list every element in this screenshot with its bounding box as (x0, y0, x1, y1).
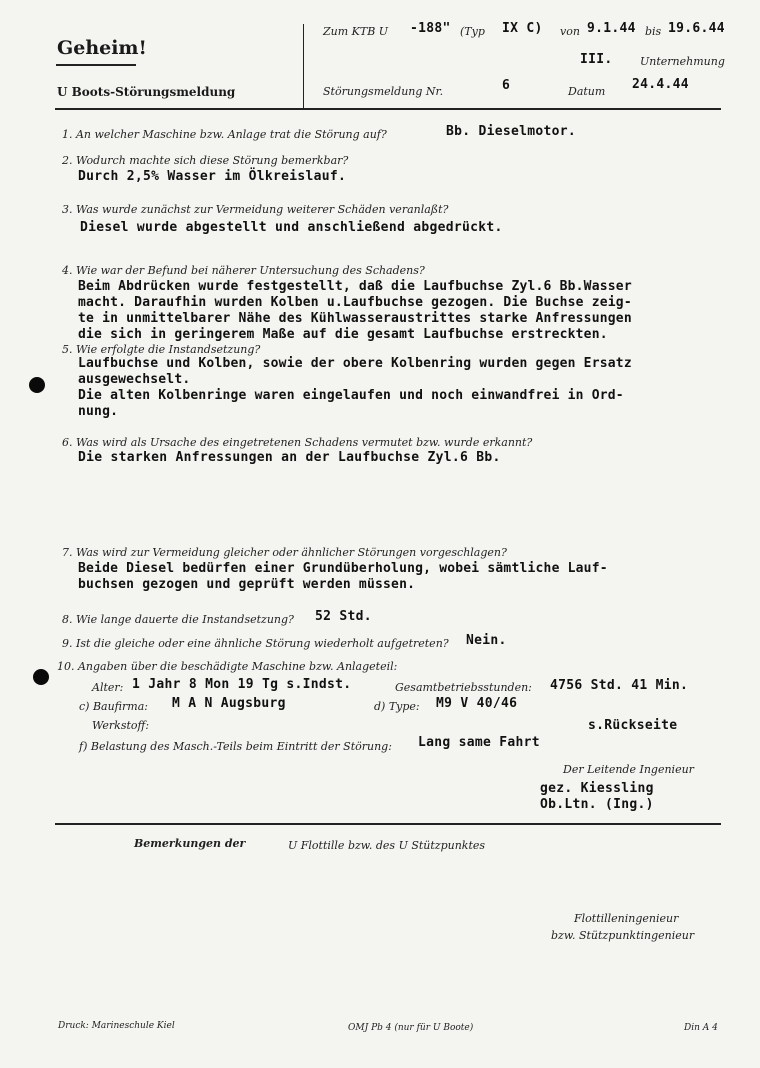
type-detail-value: M9 V 40/46 (436, 696, 518, 711)
form-name: U Boots-Störungsmeldung (57, 85, 236, 99)
von-label: von (560, 25, 580, 38)
footer-printer: Druck: Marineschule Kiel (58, 1021, 175, 1031)
belastung-value: Lang same Fahrt (418, 735, 540, 750)
report-number: 6 (502, 78, 511, 93)
date-from: 9.1.44 (587, 21, 636, 36)
title-underline (56, 64, 136, 66)
question-4-label: 4. Wie war der Befund bei näherer Untersuchung des Schadens? (62, 264, 425, 277)
alter-label: Alter: (92, 681, 124, 694)
bis-label: bis (645, 25, 662, 38)
ktb-boat: -188" (410, 21, 451, 36)
werkstoff-label: Werkstoff: (92, 719, 150, 732)
type-detail-label: d) Type: (374, 700, 420, 713)
question-9-label: 9. Ist die gleiche oder eine ähnliche Störung wiederholt aufgetreten? (62, 637, 449, 650)
unternehmung-number: III. (580, 52, 613, 67)
question-3-label: 3. Was wurde zunächst zur Vermeidung weiterer Schäden veranlaßt? (62, 203, 449, 216)
footer-form-code: OMJ Pb 4 (nur für U Boote) (348, 1023, 474, 1033)
question-1-label: 1. An welcher Maschine bzw. Anlage trat die Störung auf? (62, 128, 387, 141)
question-8-answer: 52 Std. (315, 609, 372, 624)
alter-value: 1 Jahr 8 Mon 19 Tg s.Indst. (132, 677, 352, 692)
baufirma-value: M A N Augsburg (172, 696, 286, 711)
header-bottom-rule (55, 108, 721, 110)
gesamt-label: Gesamtbetriebsstunden: (395, 681, 532, 694)
footer-size: Din A 4 (684, 1023, 718, 1033)
question-9-answer: Nein. (466, 633, 507, 648)
signature-name: gez. Kiessling (540, 781, 654, 796)
punch-hole-lower (33, 669, 49, 685)
date-to: 19.6.44 (668, 21, 725, 36)
question-1-answer: Bb. Dieselmotor. (446, 124, 577, 139)
baufirma-label: c) Baufirma: (79, 700, 148, 713)
remarks-label-right: U Flottille bzw. des U Stützpunktes (288, 839, 486, 852)
question-5-answer: Laufbuchse und Kolben, sowie der obere Kolbenring wurden gegen Ersatz ausgewechselt. Die alten Kolbenringe waren eingelaufen und noch einwandfrei in Ord- nung. (78, 356, 632, 419)
signature-role: Der Leitende Ingenieur (563, 763, 694, 776)
punch-hole-upper (29, 377, 45, 393)
question-7-answer: Beide Diesel bedürfen einer Grundüberholung, wobei sämtliche Lauf- buchsen gezogen und geprüft werden müssen. (78, 561, 608, 592)
remarks-signature-line1: Flottilleningenieur (574, 912, 679, 925)
signature-rank: Ob.Ltn. (Ing.) (540, 797, 654, 812)
ktb-prefix: Zum KTB U (323, 25, 389, 38)
remarks-top-rule (55, 823, 721, 825)
question-2-label: 2. Wodurch machte sich diese Störung bemerkbar? (62, 154, 349, 167)
question-7-label: 7. Was wird zur Vermeidung gleicher oder ähnlicher Störungen vorgeschlagen? (62, 546, 507, 559)
gesamt-value: 4756 Std. 41 Min. (550, 678, 689, 693)
question-3-answer: Diesel wurde abgestellt und anschließend abgedrückt. (80, 220, 503, 235)
belastung-label: f) Belastung des Masch.-Teils beim Eintritt der Störung: (79, 740, 392, 753)
type-value: IX C) (502, 21, 543, 36)
report-label: Störungsmeldung Nr. (323, 85, 444, 98)
question-6-answer: Die starken Anfressungen an der Laufbuchse Zyl.6 Bb. (78, 450, 501, 465)
werkstoff-value: s.Rückseite (588, 718, 678, 733)
datum-value: 24.4.44 (632, 77, 689, 92)
document-title: Geheim! (57, 37, 147, 59)
type-label: (Typ (460, 25, 485, 38)
datum-label: Datum (568, 85, 606, 98)
question-8-label: 8. Wie lange dauerte die Instandsetzung? (62, 613, 294, 626)
question-4-answer: Beim Abdrücken wurde festgestellt, daß die Laufbuchse Zyl.6 Bb.Wasser macht. Daraufhin wurden Kolben u.Laufbuchse gezogen. Die Buchse zeig- te in unmittelbarer Nähe des Kühlwasseraustrittes starke Anfressungen die sich in geringerem Maße auf die gesamt Laufbuchse erstreckten. (78, 279, 632, 342)
remarks-label-left: Bemerkungen der (134, 837, 246, 850)
remarks-signature-line2: bzw. Stützpunktingenieur (551, 929, 695, 942)
question-6-label: 6. Was wird als Ursache des eingetretenen Schadens vermutet bzw. wurde erkannt? (62, 436, 533, 449)
question-5-label: 5. Wie erfolgte die Instandsetzung? (62, 343, 261, 356)
unternehmung-label: Unternehmung (640, 55, 725, 68)
question-10-label: 10. Angaben über die beschädigte Maschine bzw. Anlageteil: (57, 660, 398, 673)
question-2-answer: Durch 2,5% Wasser im Ölkreislauf. (78, 169, 347, 184)
header-vertical-rule (303, 24, 304, 108)
